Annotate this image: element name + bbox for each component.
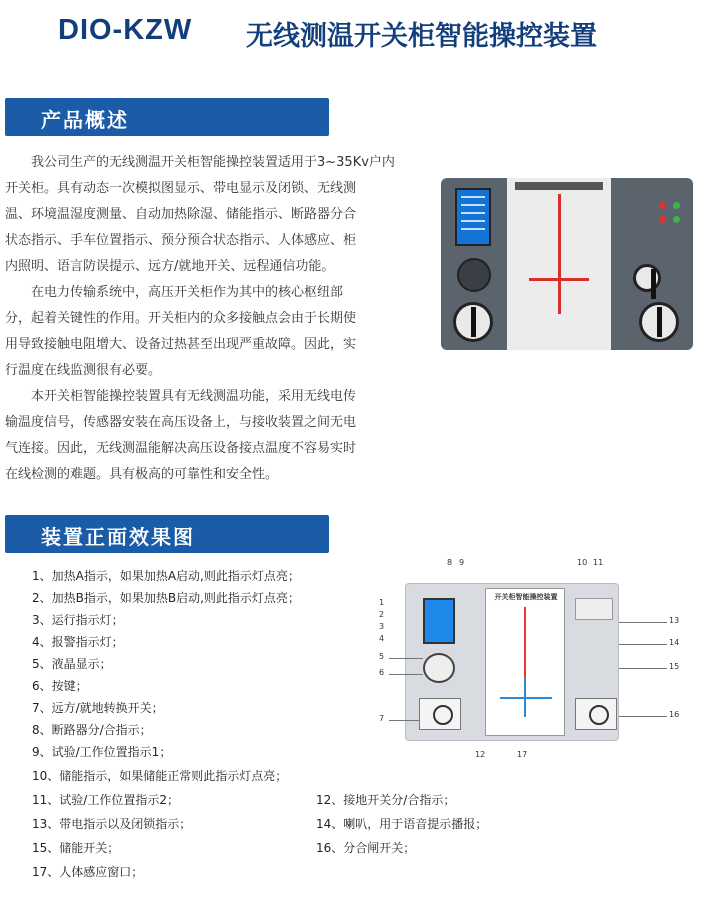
section-header-overview: [5, 98, 329, 136]
lcd-display: [423, 598, 455, 644]
remote-local-knob: [453, 302, 493, 342]
callout-line: [389, 658, 423, 659]
keypad: [457, 258, 491, 292]
callout-number: 6: [379, 668, 385, 677]
energy-storage-knob: [633, 264, 661, 292]
callout-line: [619, 622, 667, 623]
callout-line: [619, 644, 667, 645]
text-line: 气连接。因此，无线测温能解决高压设备接点温度不容易实时: [5, 441, 357, 456]
indicator-led: [673, 216, 680, 223]
mimic-red-line: [524, 607, 526, 677]
open-close-switch: [575, 698, 617, 730]
text-line: 我公司生产的无线测温开关柜智能操控装置适用于3~35Kv户内: [31, 155, 395, 170]
mimic-red-bus: [529, 278, 589, 281]
list-item: 6、按键；: [32, 679, 88, 693]
open-close-knob: [639, 302, 679, 342]
callout-line: [619, 716, 667, 717]
section-title: 产品概述: [41, 108, 129, 132]
list-item: 3、运行指示灯；: [32, 613, 124, 627]
product-name: 无线测温开关柜智能操控装置: [246, 21, 597, 52]
indicator-led: [659, 216, 666, 223]
indicator-panel: [575, 598, 613, 620]
list-item: 8、断路器分/合指示；: [32, 723, 152, 737]
list-item: 12、接地开关分/合指示；: [316, 793, 456, 807]
text-line: 在电力传输系统中，高压开关柜作为其中的核心枢纽部: [31, 285, 344, 300]
callout-number: 4: [379, 634, 385, 643]
panel-title-bar: [515, 182, 603, 190]
text-line: 行温度在线监测很有必要。: [5, 363, 162, 378]
list-item: 17、人体感应窗口；: [32, 865, 144, 879]
list-item: 13、带电指示以及闭锁指示；: [32, 817, 192, 831]
text-line: 本开关柜智能操控装置具有无线测温功能，采用无线电传: [31, 389, 357, 404]
front-view-diagram: [375, 558, 687, 763]
text-line: 在线检测的难题。具有极高的可靠性和安全性。: [5, 467, 279, 482]
device-photo: [441, 178, 693, 350]
indicator-led: [659, 202, 666, 209]
callout-number: 13: [669, 616, 680, 625]
section-title: 装置正面效果图: [41, 525, 195, 549]
overview-paragraph-3: [5, 384, 405, 488]
callout-number: 3: [379, 622, 385, 631]
list-item: 11、试验/工作位置指示2；: [32, 793, 179, 807]
text-line: 输温度信号，传感器安装在高压设备上，与接收装置之间无电: [5, 415, 357, 430]
text-line: 内照明、语言防误提示、远方/就地开关、远程通信功能。: [5, 259, 335, 274]
callout-number: 11: [593, 558, 604, 567]
text-line: 用导致接触电阻增大、设备过热甚至出现严重故障。因此，实: [5, 337, 357, 352]
mimic-red-line: [558, 194, 561, 314]
callout-number: 10: [577, 558, 588, 567]
indicator-led: [673, 202, 680, 209]
list-item: 14、喇叭，用于语音提示播报；: [316, 817, 488, 831]
callout-number: 17: [517, 750, 528, 759]
text-line: 分，起着关键性的作用。开关柜内的众多接触点会由于长期使: [5, 311, 357, 326]
callout-number: 8: [447, 558, 453, 567]
list-item: 9、试验/工作位置指示1；: [32, 745, 172, 759]
callout-number: 15: [669, 662, 680, 671]
page-title: [0, 12, 710, 54]
mimic-blue-bus: [500, 697, 552, 699]
text-line: 状态指示、手车位置指示、预分预合状态指示、人体感应、柜: [5, 233, 357, 248]
remote-local-switch: [419, 698, 461, 730]
list-item: 15、储能开关；: [32, 841, 120, 855]
callout-number: 2: [379, 610, 385, 619]
callout-number: 7: [379, 714, 385, 723]
callout-number: 1: [379, 598, 385, 607]
callout-number: 5: [379, 652, 385, 661]
mimic-panel: [485, 588, 565, 736]
callout-line: [389, 674, 423, 675]
keypad: [423, 653, 455, 683]
overview-paragraph-1: [5, 150, 405, 280]
callout-line: [389, 720, 419, 721]
text-line: 开关柜。具有动态一次模拟图显示、带电显示及闭锁、无线测: [5, 181, 357, 196]
callout-number: 12: [475, 750, 486, 759]
product-model: DIO-KZW: [58, 14, 193, 46]
section-header-front-view: [5, 515, 329, 553]
mimic-panel: [507, 178, 611, 350]
callout-number: 14: [669, 638, 680, 647]
list-item: 16、分合闸开关；: [316, 841, 416, 855]
callout-number: 16: [669, 710, 680, 719]
list-item: 4、报警指示灯；: [32, 635, 124, 649]
callout-number: 9: [459, 558, 465, 567]
list-item: 2、加热B指示，如果加热B启动,则此指示灯点亮；: [32, 591, 300, 605]
list-item: 1、加热A指示，如果加热A启动,则此指示灯点亮；: [32, 569, 300, 583]
list-item: 10、储能指示，如果储能正常则此指示灯点亮；: [32, 769, 288, 783]
list-item: 5、液晶显示；: [32, 657, 112, 671]
text-line: 温、环境温湿度测量、自动加热除湿、储能指示、断路器分合: [5, 207, 357, 222]
callout-line: [619, 668, 667, 669]
lcd-screen: [455, 188, 491, 246]
list-item: 7、远方/就地转换开关；: [32, 701, 164, 715]
overview-paragraph-2: [5, 280, 405, 384]
panel-title: 开关柜智能操控装置: [494, 593, 558, 601]
